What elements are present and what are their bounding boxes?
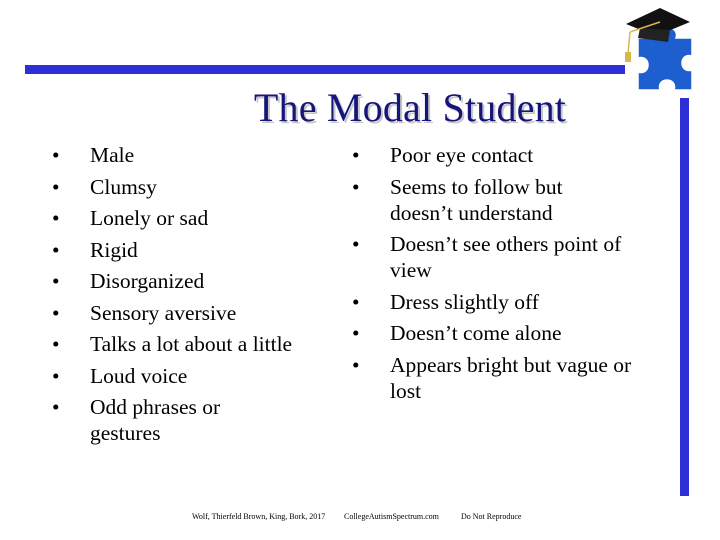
top-accent-bar: [25, 65, 625, 74]
list-item: [52, 363, 352, 389]
list-item-text: Rigid: [90, 237, 138, 262]
list-item: [52, 237, 352, 263]
list-item: [52, 142, 352, 168]
list-item: [52, 300, 352, 326]
bullet: •: [352, 174, 360, 199]
page-title: The Modal Student: [253, 85, 567, 130]
bullet: •: [52, 395, 60, 419]
list-item: [52, 394, 280, 446]
list-item: [352, 142, 672, 168]
bullet: •: [352, 232, 360, 256]
bullet: •: [52, 143, 60, 167]
list-item-text: Doesn’t come alone: [390, 321, 562, 345]
bullet: •: [352, 143, 360, 167]
list-item-text: Dress slightly off: [390, 289, 539, 314]
list-item-text: Lonely or sad: [90, 206, 209, 230]
list-item: [352, 174, 625, 226]
list-item-text: Clumsy: [90, 174, 157, 199]
list-item-text: Sensory aversive: [90, 300, 237, 325]
bullet: •: [52, 174, 60, 199]
list-item: [52, 331, 352, 357]
list-item-text: Disorganized: [90, 269, 205, 293]
bullet: •: [352, 321, 360, 345]
list-item: [52, 268, 352, 294]
list-item-text: Appears bright but vague or lost: [390, 352, 632, 403]
list-item-text: Odd phrases or gestures: [90, 395, 221, 445]
list-item-text: Doesn’t see others point of view: [390, 232, 622, 282]
list-item-text: Seems to follow but doesn’t understand: [390, 174, 563, 225]
list-item: [352, 320, 672, 346]
bullet: •: [352, 352, 360, 377]
bullet: •: [52, 300, 60, 325]
right-accent-bar: [680, 98, 689, 496]
bullet: •: [352, 289, 360, 314]
graduation-puzzle-logo: [616, 4, 698, 96]
bullet: •: [52, 332, 60, 356]
traits-list-left: [52, 142, 352, 452]
bullet: •: [52, 363, 60, 388]
bullet: •: [52, 206, 60, 230]
list-item: [352, 352, 650, 404]
footer-notice: Do Not Reproduce: [461, 512, 522, 521]
list-item: [352, 231, 660, 283]
list-item-text: Male: [90, 143, 135, 167]
footer-citation: Wolf, Thierfeld Brown, King, Bork, 2017: [192, 512, 326, 521]
list-item-text: Loud voice: [90, 363, 188, 388]
list-item: [52, 205, 352, 231]
list-item-text: Talks a lot about a little: [90, 332, 293, 356]
bullet: •: [52, 237, 60, 262]
traits-list-right: [352, 142, 672, 409]
bullet: •: [52, 269, 60, 293]
list-item: [352, 289, 672, 315]
list-item-text: Poor eye contact: [390, 143, 534, 167]
list-item: [52, 174, 352, 200]
footer-site: CollegeAutismSpectrum.com: [344, 512, 439, 521]
